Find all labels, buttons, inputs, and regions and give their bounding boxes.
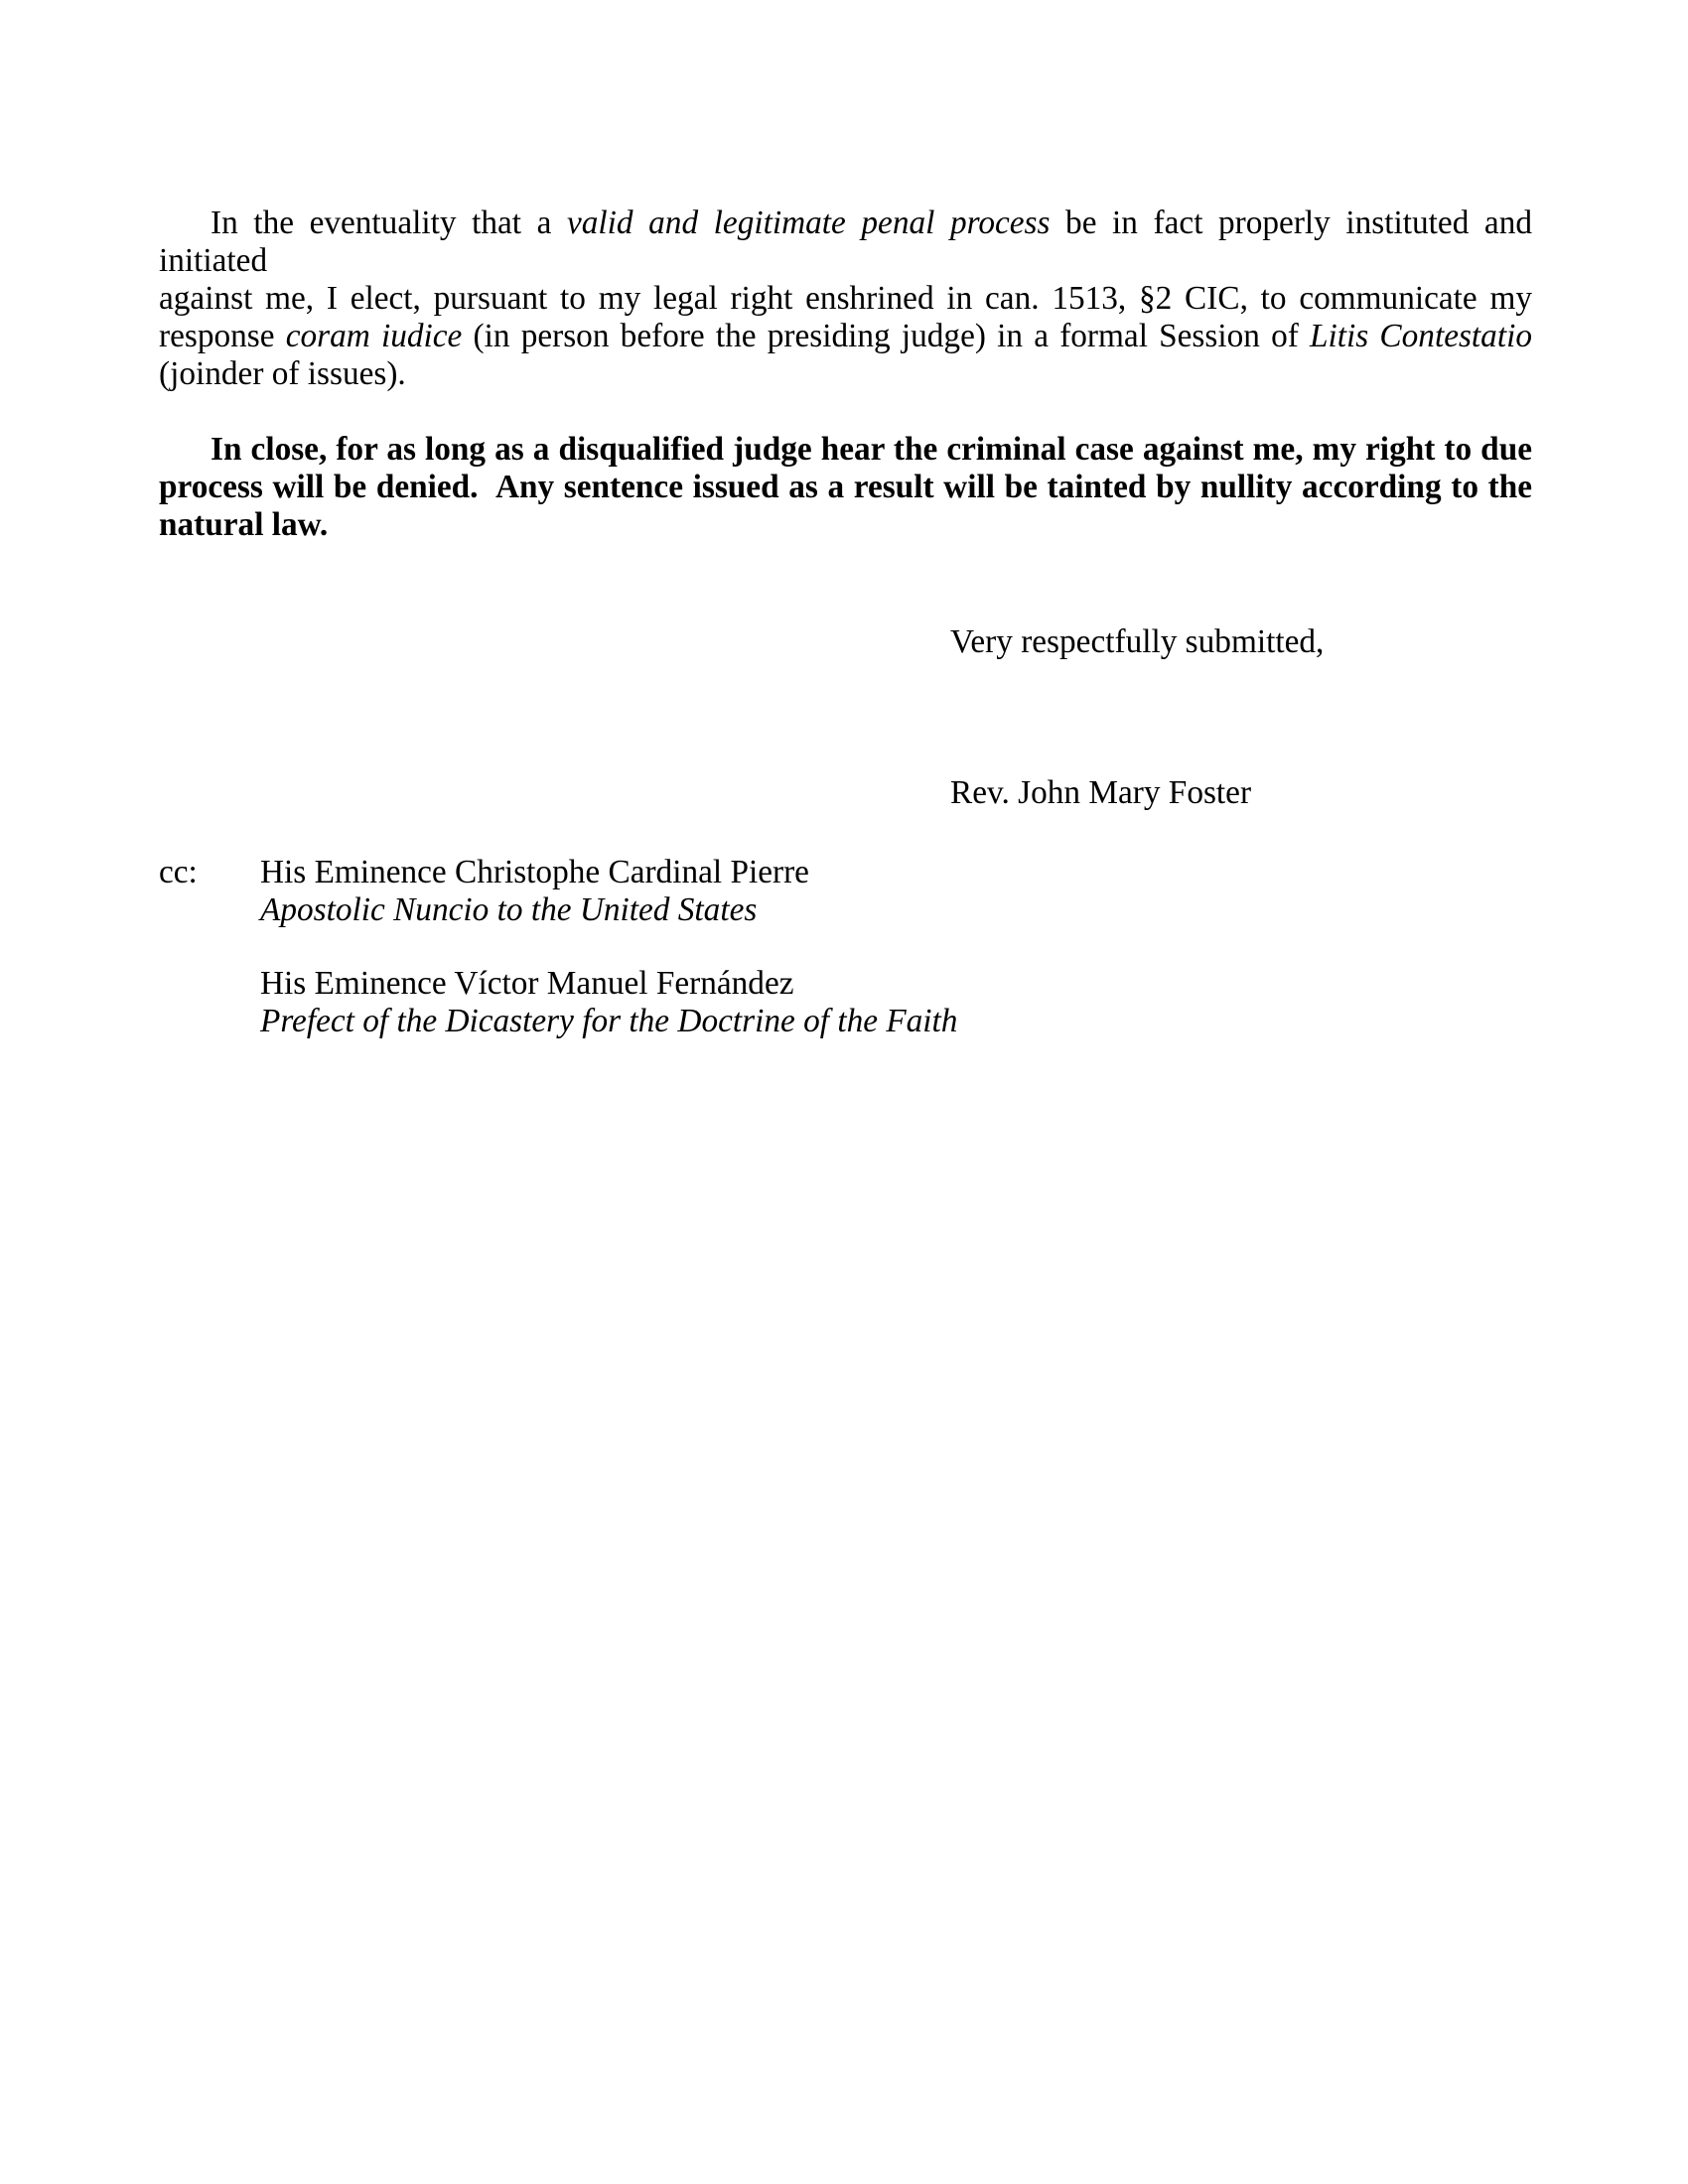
text-line <box>159 280 1532 318</box>
italic-text-segment: coram iudice <box>285 318 463 354</box>
cc-section <box>159 854 1532 1040</box>
cc-entries <box>260 854 957 1040</box>
text-segment: against me, I elect, pursuant to my legal right enshrined in can. 1513, §2 CIC, to communicate my <box>159 280 1532 317</box>
text-segment: response <box>159 318 286 354</box>
cc-entry <box>260 854 957 929</box>
text-segment: In the eventuality that a <box>211 205 567 241</box>
text-line: In close, for as long as a disqualified judge hear the criminal case against me, my right to due <box>211 431 1532 468</box>
valediction: Very respectfully submitted, <box>950 623 1325 660</box>
text-segment: (joinder of issues). <box>159 355 406 392</box>
text-line: natural law. <box>159 506 329 543</box>
body-paragraph-2-bold <box>159 431 1532 544</box>
cc-recipient-title: Apostolic Nuncio to the United States <box>260 891 758 928</box>
cc-row <box>159 854 1532 1040</box>
text-segment: be in fact properly instituted and initiated <box>159 205 1532 279</box>
text-line <box>159 205 1532 280</box>
signature-name: Rev. John Mary Foster <box>950 774 1252 811</box>
body-paragraph-1 <box>159 205 1532 393</box>
cc-entry <box>260 965 957 1040</box>
text-line <box>159 318 1532 355</box>
cc-recipient-name: His Eminence Christophe Cardinal Pierre <box>260 854 809 890</box>
cc-recipient-name: His Eminence Víctor Manuel Fernández <box>260 965 794 1002</box>
cc-label: cc: <box>159 854 198 890</box>
text-segment: (in person before the presiding judge) in a formal Session of <box>462 318 1311 354</box>
italic-text-segment: Litis Contestatio <box>1310 318 1532 354</box>
text-line: process will be denied. Any sentence issued as a result will be tainted by nullity according to the <box>159 469 1532 505</box>
cc-recipient-title: Prefect of the Dicastery for the Doctrine of the Faith <box>260 1003 958 1039</box>
italic-text-segment: valid and legitimate penal process <box>566 205 1051 241</box>
text-line <box>159 355 1532 393</box>
